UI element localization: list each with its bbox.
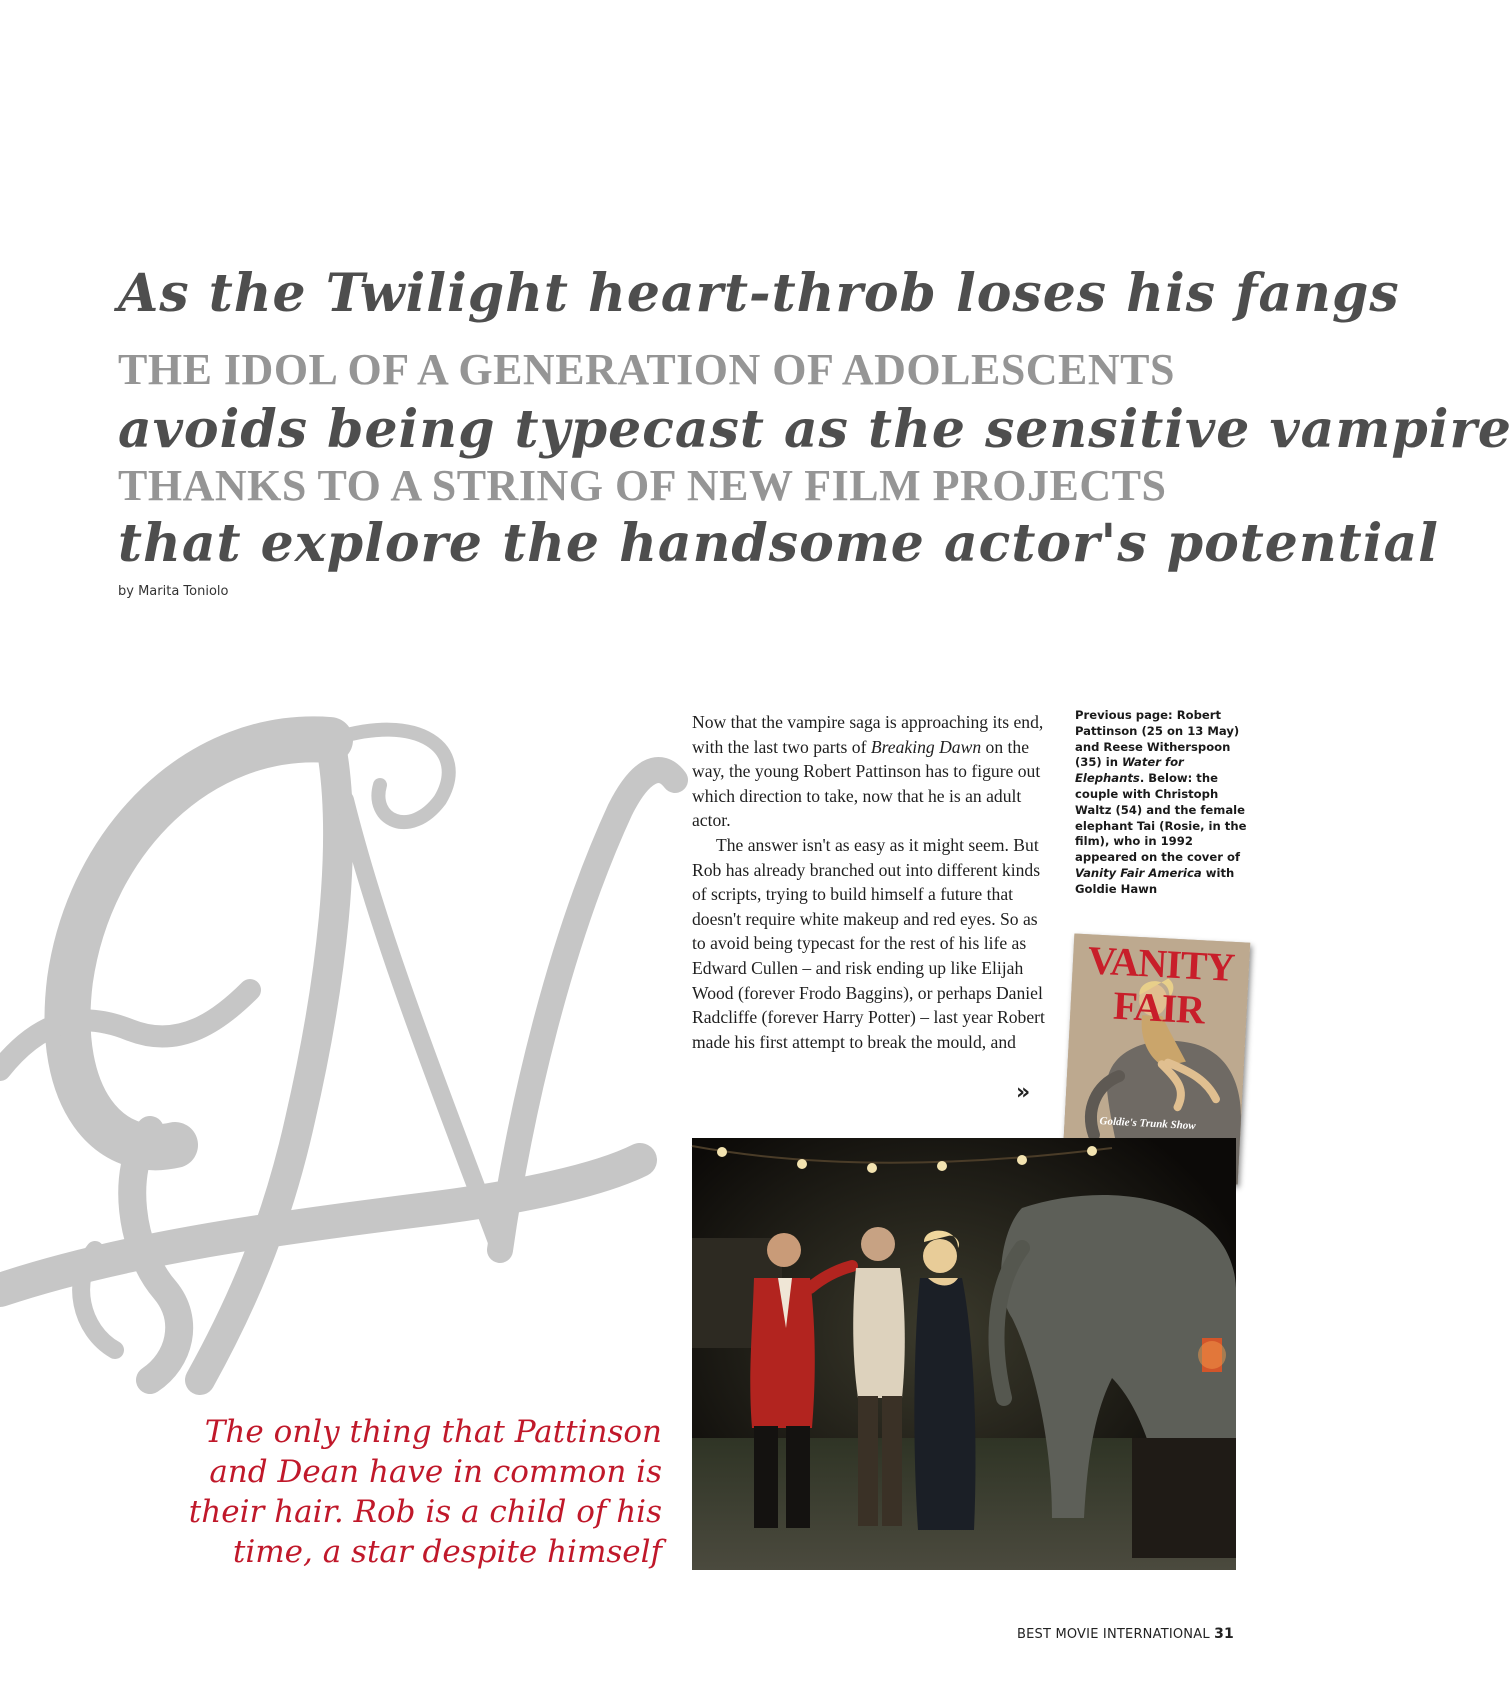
headline-line-5: that explore the handsome actor's potential (118, 513, 1439, 574)
decorative-initial-letter: N (1, 691, 2, 692)
caption-text-1: Previous page: Robert Pattinson (25 on 13 May) and Reese Witherspoon (35) in (1075, 708, 1240, 770)
body-paragraph-1-text-a: Now that the vampire saga is approaching its end, with the last two parts of (692, 712, 1044, 757)
headline-line-4: THANKS TO A STRING OF NEW FILM PROJECTS (118, 461, 1167, 510)
pull-quote (120, 1412, 662, 1572)
headline-line-3: avoids being typecast as the sensitive vampire (118, 399, 1512, 460)
film-title-breaking-dawn: Breaking Dawn (870, 736, 982, 757)
body-paragraph-1-text-b: on the way, the young Robert Pattinson has to figure out which direction to take, now that he is an adult actor. (692, 736, 1041, 831)
continue-arrow-icon: » (1016, 1080, 1031, 1105)
pull-quote-line-4: time, a star despite himself (232, 1534, 662, 1570)
pull-quote-line-2: and Dean have in common is (209, 1454, 662, 1490)
pull-quote-line-3: their hair. Rob is a child of his (188, 1494, 662, 1530)
film-still-photo (692, 1138, 1236, 1570)
page-number: 31 (1214, 1626, 1234, 1642)
caption-magazine-title: Vanity Fair America (1075, 865, 1202, 880)
headline-line-2: THE IDOL OF A GENERATION OF ADOLESCENTS (118, 345, 1176, 394)
caption-film-title: Water for Elephants (1075, 755, 1184, 786)
decorative-initial-n (0, 690, 700, 1410)
body-paragraph-1 (692, 710, 1048, 833)
cover-title: VANITY FAIR (1086, 937, 1236, 1033)
article-body (692, 710, 1048, 1054)
cover-subtitle: Goldie's Trunk Show (1099, 1115, 1196, 1133)
photo-illustration (692, 1138, 1236, 1570)
byline: by Marita Toniolo (118, 584, 229, 599)
body-paragraph-2: The answer isn't as easy as it might seem. But Rob has already branched out into different kinds of scripts, trying to build himself a future that doesn't require white makeup and red eyes. So as to avoid being typecast for the rest of his life as Edward Cullen – and risk ending up like Elijah Wood (forever Frodo Baggins), or perhaps Daniel Radcliffe (forever Harry Potter) – last year Robert made his first attempt to break the mould, and (692, 834, 1045, 1052)
caption-text-2: . Below: the couple with Christoph Waltz (54) and the female elephant Tai (Rosie, in the film), who in 1992 appeared on the cover of (1075, 771, 1247, 865)
pull-quote-line-1: The only thing that Pattinson (204, 1414, 662, 1450)
page-footer (1017, 1626, 1234, 1642)
caption-text-3: with Goldie Hawn (1075, 865, 1235, 896)
publication-name: BEST MOVIE INTERNATIONAL (1016, 1627, 1210, 1642)
photo-caption (1075, 708, 1255, 898)
headline-line-1: As the Twilight heart-throb loses his fangs (118, 263, 1400, 324)
